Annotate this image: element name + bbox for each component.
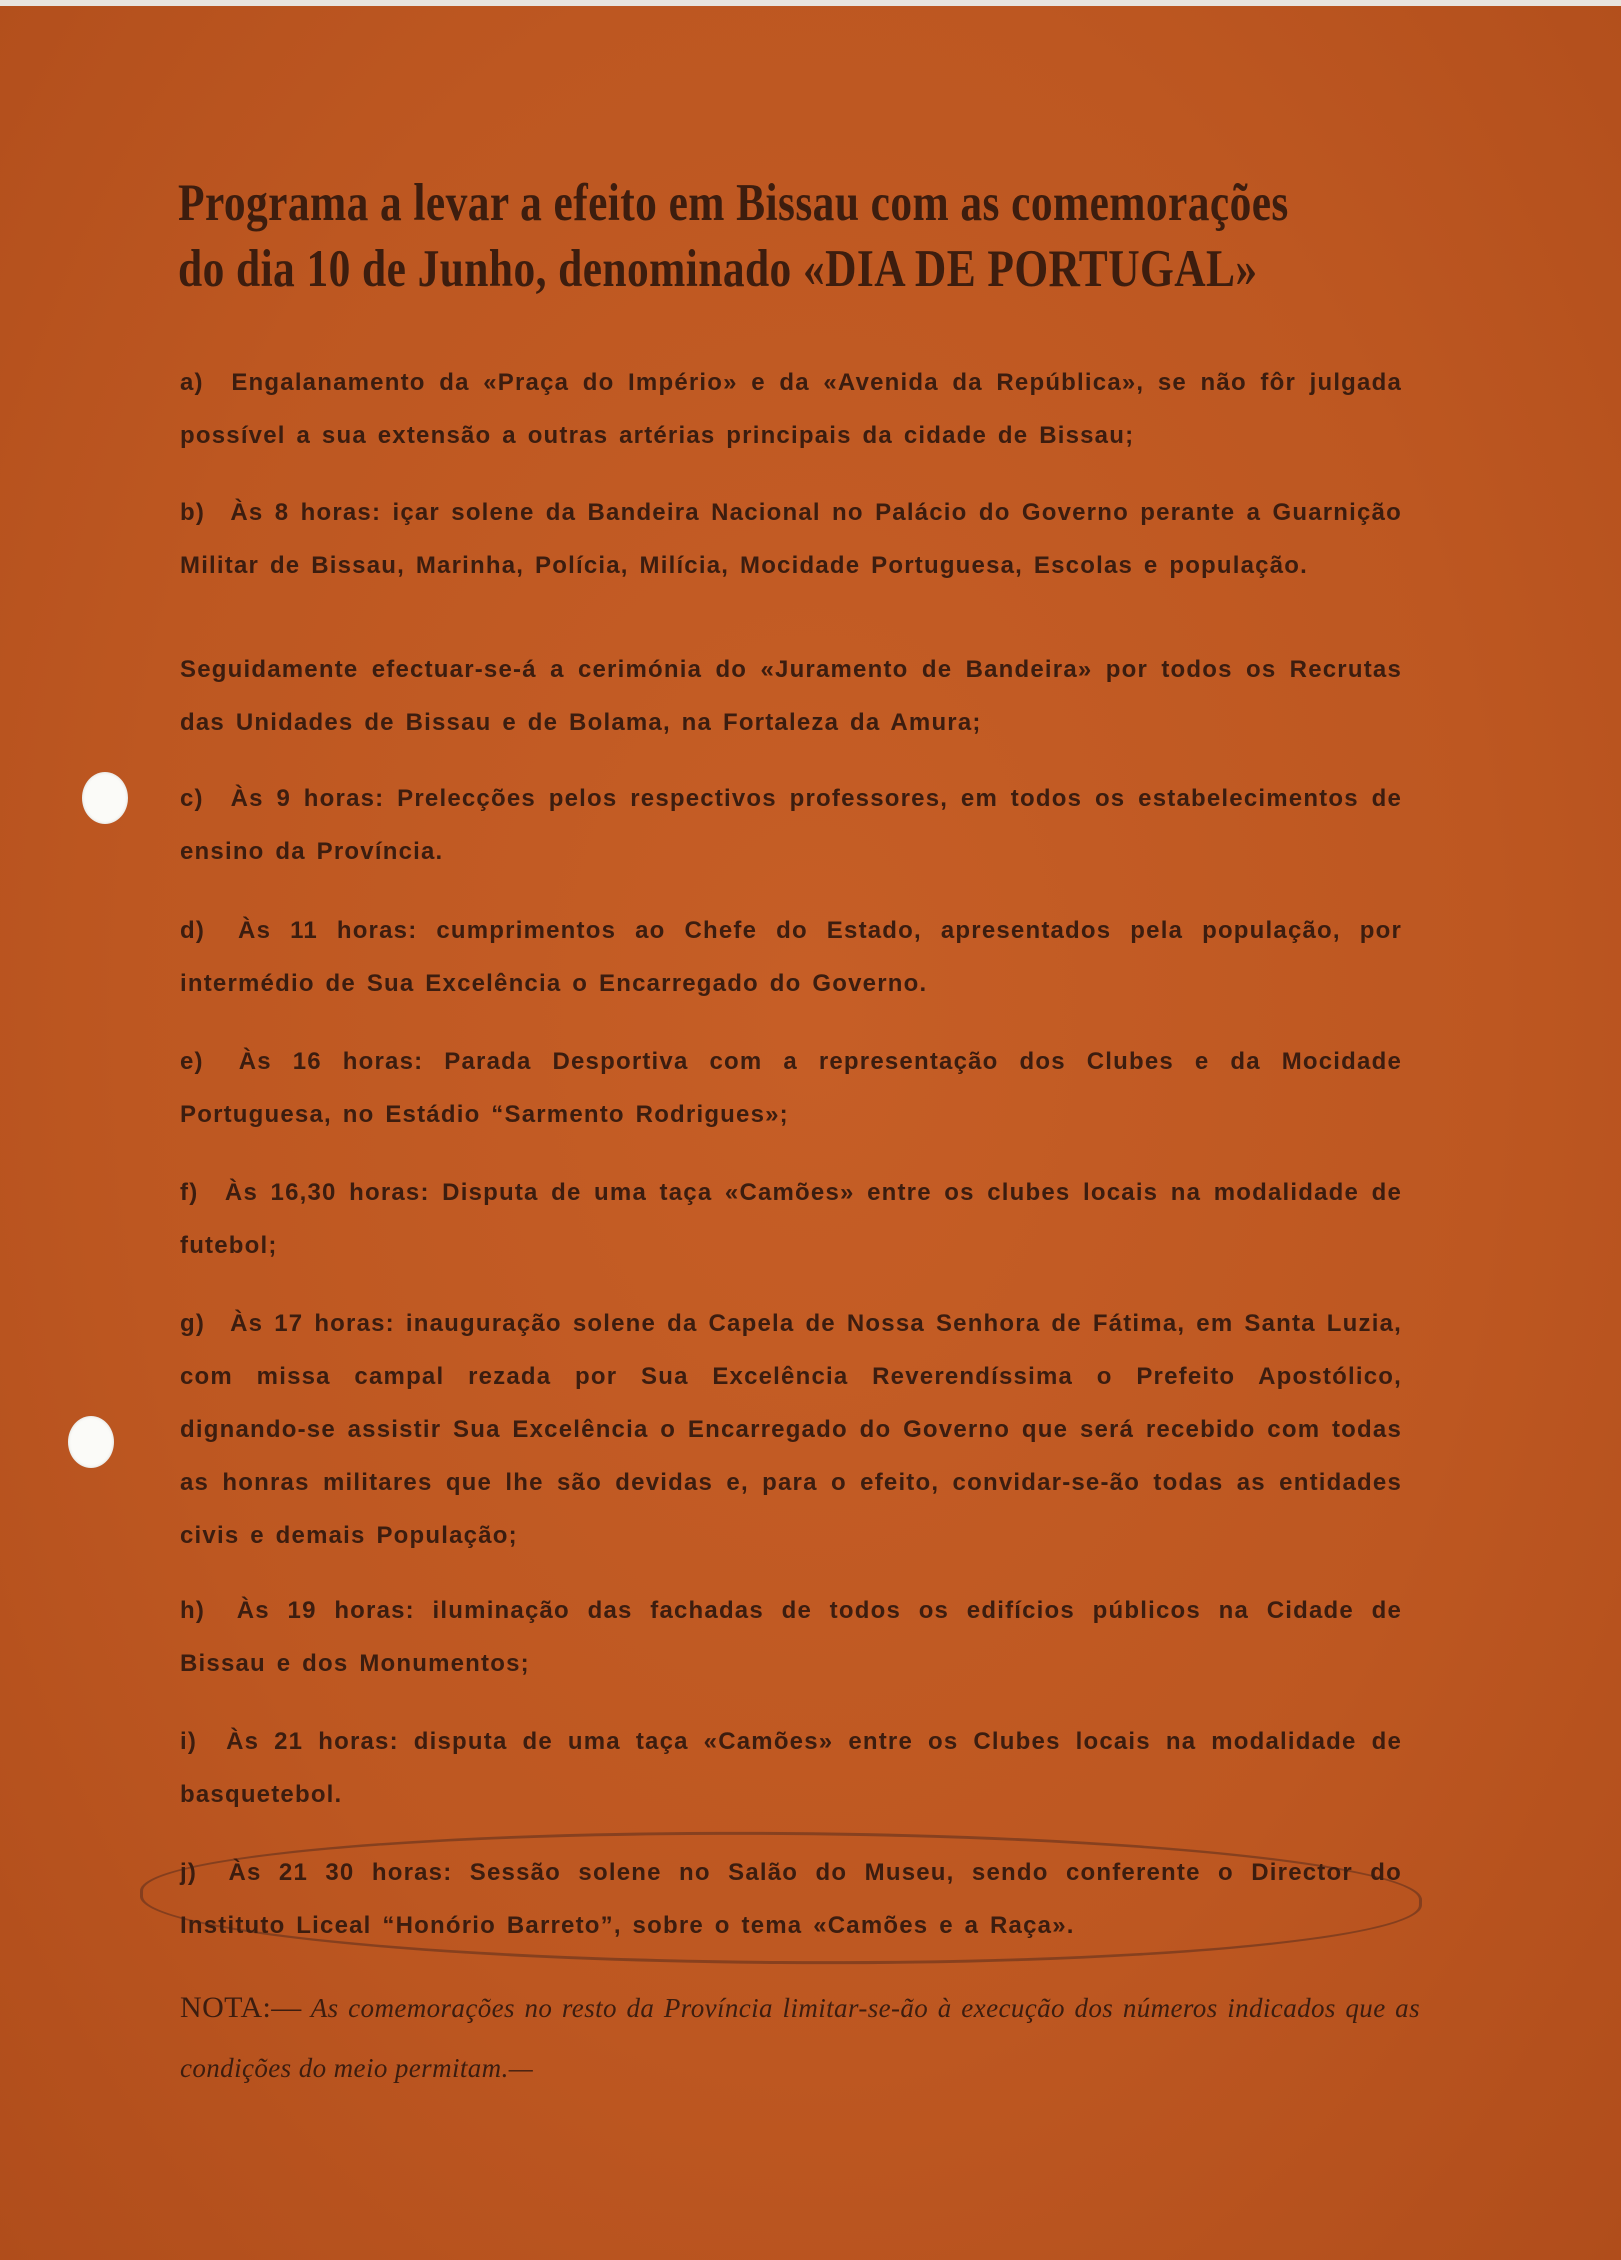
item-label: i) <box>180 1728 198 1755</box>
nota-paragraph <box>180 1978 1420 2098</box>
punch-hole <box>82 772 128 824</box>
item-text: Às 17 horas: inauguração solene da Capela de Nossa Senhora de Fátima, em Santa Luzia, com missa campal rezada por Sua Excelência Reverendíssima o Prefeito Apostólico, dignando-se assistir Sua Excelência o Encarregado do Governo que será recebido com todas as honras militares que lhe são devidas e, para o efeito, convidar-se-ão todas as entidades civis e demais População; <box>180 1310 1402 1549</box>
program-item-h <box>180 1584 1402 1690</box>
item-label: j) <box>180 1859 198 1886</box>
item-label: b) <box>180 499 206 526</box>
item-text: Às 9 horas: Prelecções pelos respectivos professores, em todos os estabelecimentos de ensino da Província. <box>180 785 1402 865</box>
program-item-j <box>180 1846 1402 1952</box>
item-label: g) <box>180 1310 206 1337</box>
item-text: Seguidamente efectuar-se-á a cerimónia do «Juramento de Bandeira» por todos os Recrutas das Unidades de Bissau e de Bolama, na Fortaleza da Amura; <box>180 656 1402 736</box>
item-text: Às 8 horas: içar solene da Bandeira Nacional no Palácio do Governo perante a Guarnição Militar de Bissau, Marinha, Polícia, Milícia, Mocidade Portuguesa, Escolas e população. <box>180 499 1402 579</box>
nota-text: As comemorações no resto da Província limitar-se-ão à execução dos números indicados que as condições do meio permitam.— <box>180 1993 1420 2083</box>
program-item-b-continued <box>180 643 1402 749</box>
program-item-f <box>180 1166 1402 1272</box>
punch-hole <box>68 1416 114 1468</box>
program-item-i <box>180 1715 1402 1821</box>
item-label: c) <box>180 785 204 812</box>
nota-label: NOTA:— <box>180 1991 302 2024</box>
program-item-b <box>180 486 1402 592</box>
item-text: Às 19 horas: iluminação das fachadas de todos os edifícios públicos na Cidade de Bissau e dos Monumentos; <box>180 1597 1403 1677</box>
item-label: f) <box>180 1179 199 1206</box>
item-text: Às 21 30 horas: Sessão solene no Salão do Museu, sendo conferente o Director do Instituto Liceal “Honório Barreto”, sobre o tema «Camões e a Raça». <box>180 1859 1402 1939</box>
item-label: a) <box>180 369 204 396</box>
item-text: Às 16 horas: Parada Desportiva com a representação dos Clubes e da Mocidade Portuguesa, no Estádio “Sarmento Rodrigues»; <box>180 1048 1402 1128</box>
item-text: Às 21 horas: disputa de uma taça «Camões» entre os Clubes locais na modalidade de basquetebol. <box>180 1728 1402 1808</box>
title-line-1: Programa a levar a efeito em Bissau com as comemorações <box>178 174 1289 232</box>
title-line-2: do dia 10 de Junho, denominado «DIA DE PORTUGAL» <box>178 240 1258 298</box>
item-label: e) <box>180 1048 204 1075</box>
document-title <box>178 170 1289 302</box>
program-item-c <box>180 772 1402 878</box>
program-item-a <box>180 356 1402 462</box>
item-label: d) <box>180 917 206 944</box>
item-text: Às 16,30 horas: Disputa de uma taça «Camões» entre os clubes locais na modalidade de futebol; <box>180 1179 1402 1259</box>
program-item-d <box>180 904 1402 1010</box>
program-item-e <box>180 1035 1402 1141</box>
program-item-g <box>180 1297 1402 1562</box>
item-label: h) <box>180 1597 206 1624</box>
item-text: Às 11 horas: cumprimentos ao Chefe do Estado, apresentados pela população, por intermédio de Sua Excelência o Encarregado do Governo. <box>180 917 1403 997</box>
paper-top-edge <box>0 0 1621 6</box>
item-text: Engalanamento da «Praça do Império» e da «Avenida da República», se não fôr julgada possível a sua extensão a outras artérias principais da cidade de Bissau; <box>180 369 1402 449</box>
